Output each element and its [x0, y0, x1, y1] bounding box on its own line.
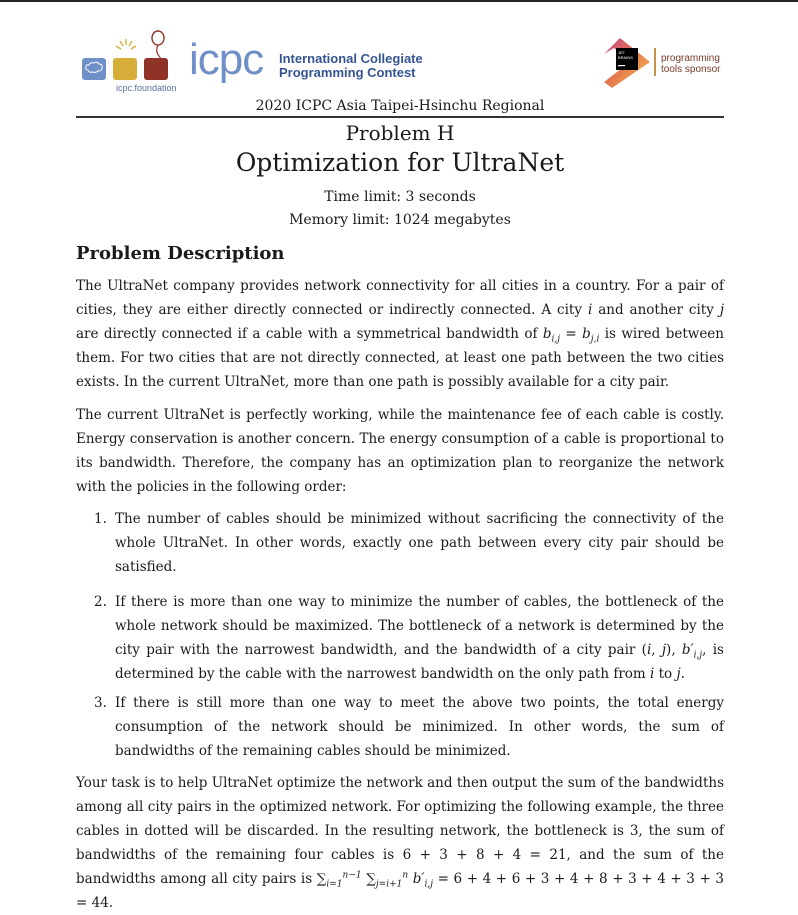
math-i: i	[650, 666, 655, 682]
sponsor-divider	[654, 48, 656, 76]
icpc-full-line2: Programming Contest	[279, 65, 416, 80]
jetbrains-logo-icon	[590, 32, 654, 92]
task-paragraph	[76, 771, 724, 915]
page-header	[76, 26, 724, 96]
policy-text	[115, 590, 724, 686]
icpc-full-line1: International Collegiate	[279, 51, 423, 66]
math-bprime: b′	[681, 642, 694, 658]
policy2-text-c: , is determined by the cable with the narrowest bandwidth on the only path from	[115, 642, 724, 682]
red-box	[144, 58, 168, 80]
balloon-icon	[150, 30, 166, 60]
contest-name: 2020 ICPC Asia Taipei-Hsinchu Regional	[255, 98, 545, 114]
math-bprime: b′	[408, 871, 425, 887]
sponsor-line2: tools sponsor	[661, 64, 721, 75]
sponsor-line1: programming	[661, 53, 720, 64]
sponsor-label	[661, 53, 720, 75]
policy2-text-a: If there is more than one way to minimize the number of cables, the bottleneck of the whole network should be maximized. The bottleneck of a network is determined by the city pair with the narrowest bandwidth, and the bandwidth of a city pair (	[115, 594, 724, 658]
top-edge-bar	[0, 0, 798, 2]
policy2-text-b: ),	[666, 642, 682, 658]
sum-lower-i: i=1	[326, 879, 343, 890]
policy2-text-to: to	[654, 666, 677, 682]
sum-upper-i: n−1	[342, 870, 362, 881]
math-sub-ij: i,j	[551, 334, 561, 345]
p1-text-c: are directly connected if a cable with a symmetrical bandwidth of	[76, 326, 543, 342]
comma: ,	[651, 642, 662, 658]
p1-text-b: and another city	[592, 302, 720, 318]
description-paragraph-2: The current UltraNet is perfectly working, while the maintenance fee of each cable is costly. Energy conservation is another concern. The energy consumption of a cable is proportional to its bandwidth. Therefore, the company has an optimization plan to reorganize the network with the policies in the following order:	[76, 407, 724, 495]
math-sub-ij: i,j	[693, 650, 703, 661]
svg-text:JET: JET	[618, 50, 626, 55]
math-eq: =	[560, 326, 583, 342]
policy-text: If there is still more than one way to meet the above two points, the total energy consumption of the network should be minimized. In other words, the sum of bandwidths of the remaining cables should be minimized.	[115, 695, 724, 759]
period: .	[680, 666, 685, 682]
icpc-wordmark: icpc	[189, 35, 264, 84]
policy-number: 3.	[94, 695, 107, 711]
p3-text-b: = 6 + 4 + 6 + 3 + 4 + 8 + 3 + 4 + 3 + 3 = 44.	[76, 871, 724, 911]
math-sub-ij: i,j	[424, 879, 433, 890]
icpc-foundation-logo	[82, 30, 182, 94]
description-paragraph-1	[76, 274, 724, 394]
yellow-box	[113, 58, 137, 80]
sum-symbol: ∑	[316, 871, 327, 887]
sum-upper-j: n	[402, 870, 409, 881]
p1-text-d: is wired between them. For two cities that are not directly connected, at least one path between the two cities exists. In the current UltraNet, more than one path is possibly available for a city pair.	[76, 326, 724, 390]
p3-text-a: Your task is to help UltraNet optimize the network and then output the sum of the bandwidths among all city pairs in the optimized network. For optimizing the following example, the three cables in dotted will be discarded. In the resulting network, the bottleneck is 3, the sum of bandwidths of the remaining four cables is 6 + 3 + 8 + 4 = 21, and the sum of the bandwidths among all city pairs is	[76, 775, 724, 887]
math-j: j	[676, 666, 681, 682]
sum-symbol: ∑	[361, 871, 376, 887]
math-j: j	[661, 642, 667, 658]
policy-number: 2.	[94, 594, 107, 610]
math-j: j	[719, 302, 724, 318]
sum-lower-j: j=i+1	[375, 879, 403, 890]
lightbulb-rays-icon	[116, 38, 136, 56]
svg-text:BRAINS: BRAINS	[618, 55, 633, 60]
icpc-full-name	[279, 52, 423, 80]
policy-text: The number of cables should be minimized without sacrificing the connectivity of the whole UltraNet. In other words, exactly one path between every city pair should be satisfied.	[115, 511, 724, 575]
time-limit: Time limit: 3 seconds	[324, 189, 476, 205]
foundation-url: icpc.foundation	[116, 83, 177, 93]
problem-letter: Problem H	[345, 121, 455, 145]
math-b2: b	[582, 326, 591, 342]
math-i: i	[587, 302, 593, 318]
math-b: b	[542, 326, 552, 342]
memory-limit: Memory limit: 1024 megabytes	[289, 212, 511, 228]
policy-number: 1.	[94, 511, 107, 527]
header-rule	[76, 116, 724, 118]
problem-title: Optimization for UltraNet	[235, 148, 565, 177]
section-title: Problem Description	[76, 243, 285, 264]
math-sub-ji: j,i	[590, 334, 600, 345]
p1-text-a: The UltraNet company provides network connectivity for all cities in a country. For a pair of cities, they are either directly connected or indirectly connected. A city	[76, 278, 724, 318]
thought-cloud-icon	[85, 61, 103, 75]
math-i: i	[646, 642, 652, 658]
